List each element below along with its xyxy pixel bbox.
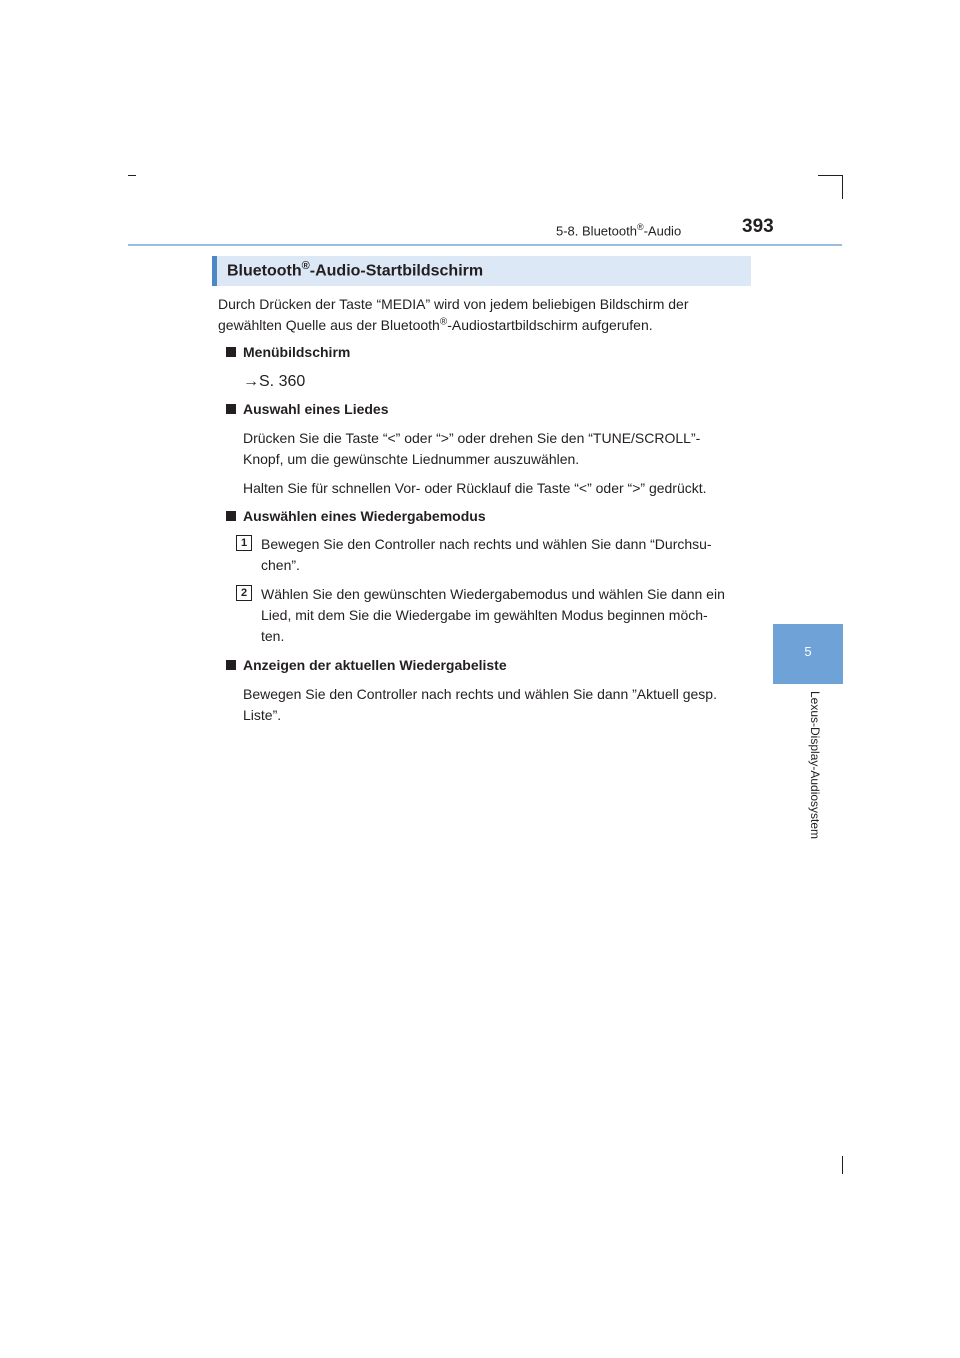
chapter-title: Lexus-Display-Audiosystem (808, 691, 822, 840)
step-2-text: Wählen Sie den gewünschten Wiedergabemodus und wählen Sie dann ein Lied, mit dem Sie die Wiedergabe im gewählten Modus beginnen möch- ten. (261, 586, 725, 644)
chapter-tab (773, 624, 843, 684)
running-head: 5-8. Bluetooth®-Audio (556, 222, 682, 239)
playlist-paragraph: Bewegen Sie den Controller nach rechts und wählen Sie dann ”Aktuell gesp. Liste”. (243, 686, 717, 723)
section-title-bar (212, 256, 751, 286)
chapter-number: 5 (804, 644, 812, 659)
heading-current-playlist: Anzeigen der aktuellen Wiedergabeliste (226, 657, 507, 673)
crop-mark-bottom-right (842, 1156, 843, 1174)
menu-page-reference: →S. 360 (243, 373, 306, 390)
song-paragraph-2: Halten Sie für schnellen Vor- oder Rücklauf die Taste “<” oder “>” gedrückt. (243, 480, 707, 496)
step-number-2: 2 (236, 585, 252, 601)
heading-playback-mode: Auswählen eines Wiedergabemodus (226, 508, 486, 524)
step-1-text: Bewegen Sie den Controller nach rechts und wählen Sie dann “Durchsu- chen”. (261, 536, 712, 573)
crop-mark-top-right-v (842, 175, 843, 199)
page-number: 393 (742, 216, 774, 237)
heading-menu: Menübildschirm (226, 344, 350, 360)
bullet-square-icon (226, 347, 236, 357)
heading-song-selection: Auswahl eines Liedes (226, 401, 389, 417)
crop-mark-top-right-h (818, 175, 842, 176)
step-number-1: 1 (236, 535, 252, 551)
bullet-square-icon (226, 511, 236, 521)
bullet-square-icon (226, 404, 236, 414)
crop-mark-top-left (128, 175, 136, 176)
intro-paragraph: Durch Drücken der Taste “MEDIA” wird von jedem beliebigen Bildschirm der gewählten Quelle aus der Bluetooth®-Audiostartbildschirm aufgerufen. (218, 296, 689, 333)
header-rule (128, 244, 842, 246)
song-paragraph-1: Drücken Sie die Taste “<” oder “>” oder drehen Sie den “TUNE/SCROLL”- Knopf, um die gewünschte Liednummer auszuwählen. (243, 430, 701, 467)
bullet-square-icon (226, 660, 236, 670)
section-title: Bluetooth®-Audio-Startbildschirm (227, 260, 484, 280)
